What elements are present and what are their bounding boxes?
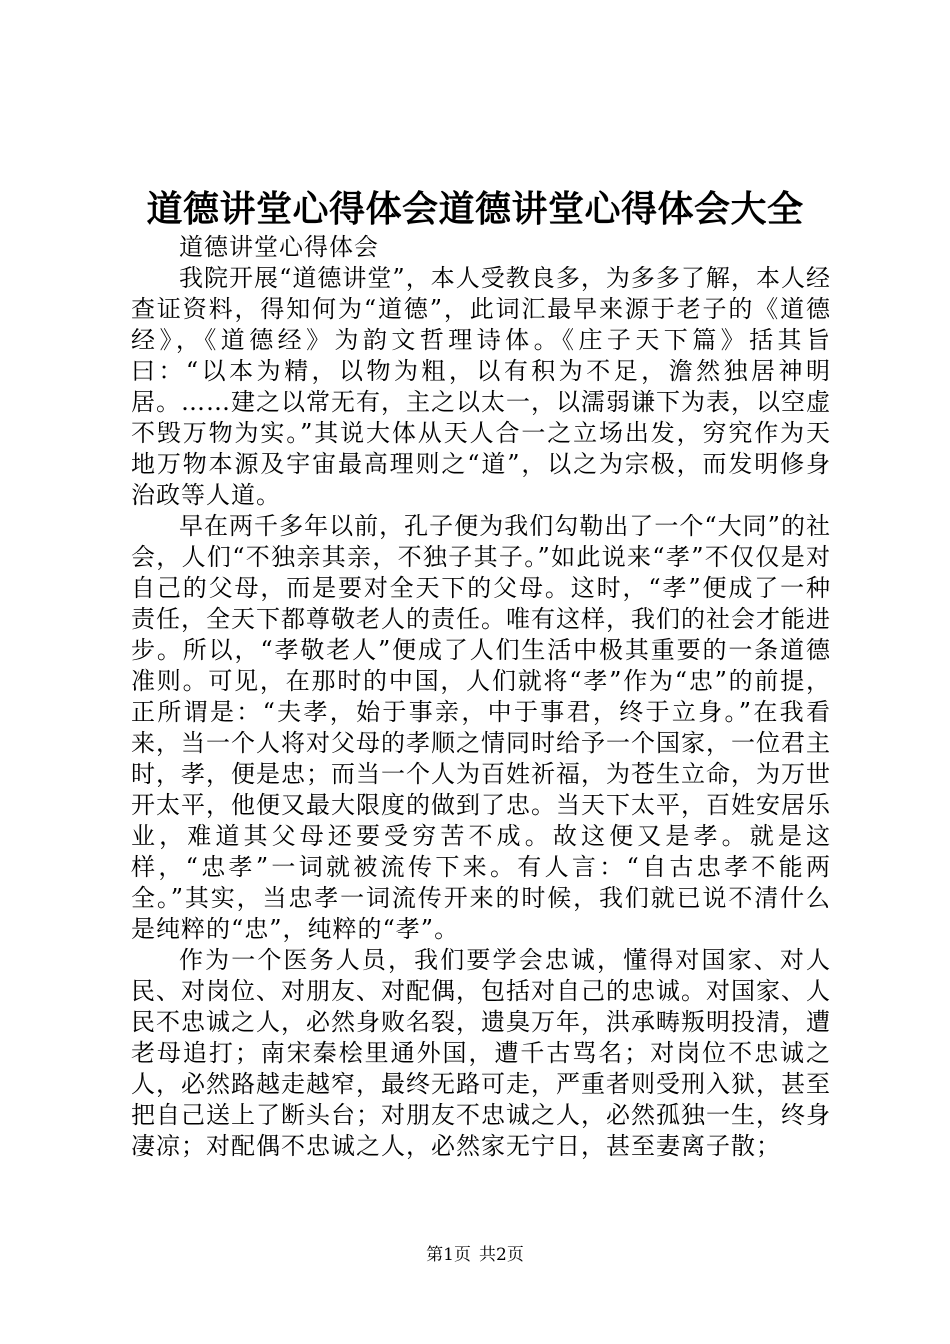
- paragraph-3: 作为一个医务人员，我们要学会忠诚，懂得对国家、对人民、对岗位、对朋友、对配偶，包括对自己的忠诚。对国家、人民不忠诚之人，必然身败名裂，遗臭万年，洪承畴叛明投清，遭老母追打；南宋秦桧里通外国，遭千古骂名；对岗位不忠诚之人，必然路越走越窄，最终无路可走，严重者则受刑入狱，甚至把自己送上了断头台；对朋友不忠诚之人，必然孤独一生，终身凄凉；对配偶不忠诚之人，必然家无宁日，甚至妻离子散；: [131, 946, 831, 1160]
- document-subtitle: 道德讲堂心得体会: [179, 233, 379, 261]
- document-body: [131, 232, 831, 1162]
- page-number: 第1页: [426, 1245, 471, 1265]
- paragraph-2: 早在两千多年以前，孔子便为我们勾勒出了一个“大同”的社会，人们“不独亲其亲，不独子其子。”如此说来“孝”不仅仅是对自己的父母，而是要对全天下的父母。这时，“孝”便成了一种责任，全天下都尊敬老人的责任。唯有这样，我们的社会才能进步。所以，“孝敬老人”便成了人们生活中极其重要的一条道德准则。可见，在那时的中国，人们就将“孝”作为“忠”的前提，正所谓是：“夫孝，始于事亲，中于事君，终于立身。”在我看来，当一个人将对父母的孝顺之情同时给予一个国家，一位君主时，孝，便是忠；而当一个人为百姓祈福，为苍生立命，为万世开太平，他便又最大限度的做到了忠。当天下太平，百姓安居乐业，难道其父母还要受穷苦不成。故这便又是孝。就是这样，“忠孝”一词就被流传下来。有人言：“自古忠孝不能两全。”其实，当忠孝一词流传开来的时候，我们就已说不清什么是纯粹的“忠”，纯粹的“孝”。: [131, 512, 831, 943]
- page-footer: [0, 1244, 950, 1266]
- paragraph-1: 我院开展“道德讲堂”，本人受教良多，为多多了解，本人经查证资料，得知何为“道德”，此词汇最早来源于老子的《道德经》，《道德经》为韵文哲理诗体。《庄子天下篇》括其旨曰：“以本为精，以物为粗，以有积为不足，澹然独居神明居。……建之以常无有，主之以太一，以濡弱谦下为表，以空虚不毁万物为实。”其说大体从天人合一之立场出发，穷究作为天地万物本源及宇宙最高理则之“道”，以之为宗极，而发明修身治政等人道。: [131, 264, 831, 509]
- document-title: 道德讲堂心得体会道德讲堂心得体会大全: [146, 188, 804, 230]
- page-total: 共2页: [479, 1245, 524, 1265]
